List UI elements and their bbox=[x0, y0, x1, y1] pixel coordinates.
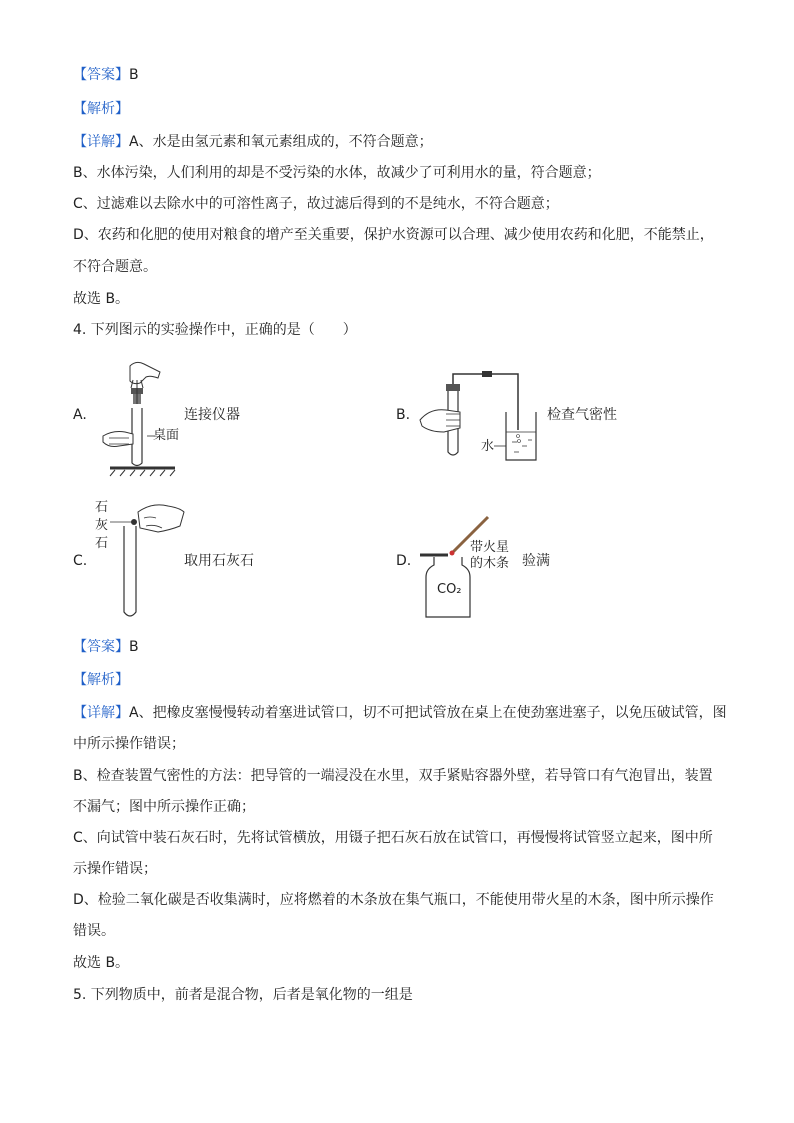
analysis-tag-q4: 【解析】 bbox=[73, 672, 129, 688]
answer-tag-q4: 【答案】 bbox=[73, 639, 129, 655]
analysis-tag: 【解析】 bbox=[73, 101, 129, 117]
q4-detail-a1 bbox=[73, 704, 727, 722]
detail-line-b: B、水体污染，人们利用的却是不受污染的水体，故减少了可利用水的量，符合题意； bbox=[73, 165, 601, 181]
q4-detail-b2: 不漏气；图中所示操作正确； bbox=[73, 799, 255, 815]
option-a-label: 连接仪器 bbox=[184, 407, 240, 423]
conclusion-prev: 故选 B。 bbox=[73, 291, 130, 307]
q4-detail-c2: 示操作错误； bbox=[73, 861, 157, 877]
q4-detail-c1: C、向试管中装石灰石时，先将试管横放，用镊子把石灰石放在试管口，再慢慢将试管竖立起来，图中所 bbox=[73, 830, 713, 846]
option-c-side-label-2: 灰 bbox=[95, 518, 109, 533]
detail-line-d2: 不符合题意。 bbox=[73, 259, 157, 275]
option-c-letter: C. bbox=[73, 553, 88, 569]
option-d-splint-label-1: 带火星 bbox=[470, 540, 510, 555]
question-5-stem: 5. 下列物质中，前者是混合物，后者是氧化物的一组是 bbox=[73, 987, 413, 1003]
answer-value: B bbox=[129, 67, 139, 83]
detail-text-a: A、水是由氢元素和氧元素组成的，不符合题意； bbox=[129, 134, 433, 150]
option-b-label: 检查气密性 bbox=[547, 407, 617, 423]
q4-detail-a2: 中所示操作错误； bbox=[73, 736, 185, 752]
detail-tag-q4: 【详解】 bbox=[73, 705, 129, 721]
option-d-label: 验满 bbox=[522, 553, 550, 569]
option-c-figure bbox=[110, 500, 190, 625]
option-a-desk-label: 桌面 bbox=[153, 428, 180, 443]
option-b-letter: B. bbox=[396, 407, 411, 423]
option-a-figure bbox=[95, 358, 185, 478]
option-d-letter: D. bbox=[396, 553, 412, 569]
answer-tag: 【答案】 bbox=[73, 67, 129, 83]
question-4-stem: 4. 下列图示的实验操作中，正确的是（ ） bbox=[73, 322, 357, 338]
option-d-splint-label-2: 的木条 bbox=[470, 556, 510, 571]
answer-line-prev bbox=[73, 66, 139, 84]
answer-value-q4: B bbox=[129, 639, 139, 655]
detail-line-a bbox=[73, 133, 433, 151]
option-c-side-label-3: 石 bbox=[95, 536, 109, 551]
answer-line-q4 bbox=[73, 638, 139, 656]
detail-line-d1: D、农药和化肥的使用对粮食的增产至关重要，保护水资源可以合理、减少使用农药和化肥，不能禁止， bbox=[73, 227, 714, 243]
detail-line-c: C、过滤难以去除水中的可溶性离子，故过滤后得到的不是纯水，不符合题意； bbox=[73, 196, 559, 212]
option-d-bottle-label: CO₂ bbox=[437, 582, 462, 597]
q4-detail-d2: 错误。 bbox=[73, 923, 115, 939]
option-b-water-label: 水 bbox=[481, 439, 495, 454]
option-c-label: 取用石灰石 bbox=[184, 553, 254, 569]
option-a-letter: A. bbox=[73, 407, 87, 423]
detail-tag: 【详解】 bbox=[73, 134, 129, 150]
q4-detail-a1-text: A、把橡皮塞慢慢转动着塞进试管口，切不可把试管放在桌上在使劲塞进塞子，以免压破试管，图 bbox=[129, 705, 727, 721]
q4-detail-d1: D、检验二氧化碳是否收集满时，应将燃着的木条放在集气瓶口，不能使用带火星的木条，图中所示操作 bbox=[73, 892, 714, 908]
conclusion-q4: 故选 B。 bbox=[73, 955, 130, 971]
q4-detail-b1: B、检查装置气密性的方法：把导管的一端浸没在水里，双手紧贴容器外壁，若导管口有气泡冒出，装置 bbox=[73, 768, 713, 784]
option-c-side-label-1: 石 bbox=[95, 500, 109, 515]
